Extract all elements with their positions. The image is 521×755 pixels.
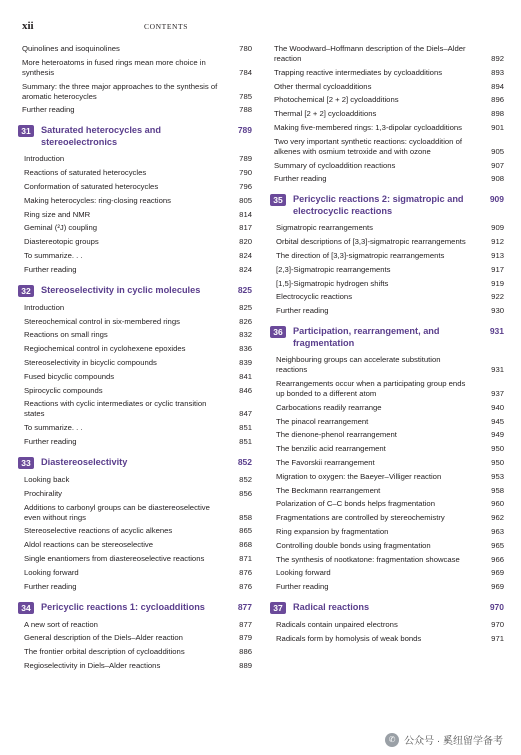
toc-entry-title: Prochirality <box>24 488 63 498</box>
toc-entry-page: 913 <box>491 250 504 260</box>
chapter-heading[interactable] <box>22 601 252 614</box>
toc-entry[interactable] <box>24 540 252 550</box>
toc-entry-title: Diastereotopic groups <box>24 237 99 247</box>
toc-entry[interactable] <box>276 430 504 440</box>
toc-entry-title: The synthesis of nootkatone: fragmentation showcase <box>276 554 460 564</box>
toc-entry-page: 894 <box>491 81 504 91</box>
toc-entry-title: Rearrangements occur when a participating group ends up bonded to a different atom <box>276 378 466 398</box>
toc-entry-page: 877 <box>239 619 252 629</box>
toc-entry-title: Looking back <box>24 474 70 484</box>
toc-entry-title: Quinolines and isoquinolines <box>22 44 120 53</box>
toc-entry-page: 780 <box>239 44 252 53</box>
toc-entry-title: The Favorskii rearrangement <box>276 457 375 467</box>
toc-entry[interactable] <box>24 251 252 261</box>
toc-entry-title: General description of the Diels–Alder reaction <box>24 633 183 643</box>
chapter-heading[interactable] <box>22 456 252 469</box>
toc-entry[interactable] <box>274 82 504 92</box>
toc-entry-page: 970 <box>491 620 504 630</box>
toc-entry[interactable] <box>24 372 252 382</box>
right-column <box>274 44 504 648</box>
toc-entry-page: 858 <box>239 512 252 522</box>
toc-entry[interactable] <box>276 472 504 482</box>
toc-entry-page: 917 <box>491 264 504 274</box>
toc-entry-page: 893 <box>491 67 504 77</box>
toc-entry-title: Stereochemical control in six-membered rings <box>24 316 180 326</box>
chapter-sections <box>24 620 252 671</box>
toc-entry-page: 785 <box>239 91 252 101</box>
toc-entry[interactable] <box>276 568 504 578</box>
toc-entry[interactable] <box>276 237 504 247</box>
toc-entry-page: 839 <box>239 357 252 367</box>
toc-entry-title: Regioselectivity in Diels–Alder reactions <box>24 660 161 670</box>
toc-entry-title: Carbocations readily rearrange <box>276 402 382 412</box>
toc-entry-title: Radicals contain unpaired electrons <box>276 620 398 630</box>
toc-entry-page: 832 <box>239 330 252 340</box>
toc-entry[interactable] <box>24 223 252 233</box>
chapter-title: Radical reactions <box>293 602 370 613</box>
toc-entry[interactable] <box>276 486 504 496</box>
toc-entry-title: Migration to oxygen: the Baeyer–Villiger reaction <box>276 471 442 481</box>
toc-entry-title: Summary: the three major approaches to the synthesis of aromatic heterocycles <box>22 81 218 101</box>
toc-entry[interactable] <box>24 358 252 368</box>
chapter-page: 789 <box>237 125 252 136</box>
chapter-sections <box>24 303 252 447</box>
toc-entry-title: Further reading <box>274 174 327 184</box>
toc-entry-page: 940 <box>491 402 504 412</box>
toc-entry-page: 871 <box>239 553 252 563</box>
toc-entry-page: 876 <box>239 581 252 591</box>
chapter-heading[interactable] <box>274 193 504 217</box>
chapter-title: Pericyclic reactions 1: cycloadditions <box>41 601 205 612</box>
toc-entry[interactable] <box>274 174 504 184</box>
toc-entry-title: The Woodward–Hoffmann description of the Diels–Alder reaction <box>274 44 466 63</box>
toc-entry-title: Photochemical [2 + 2] cycloadditions <box>274 95 399 105</box>
toc-entry[interactable] <box>24 237 252 247</box>
chapter-sections <box>24 475 252 592</box>
toc-entry-page: 907 <box>491 160 504 170</box>
toc-entry-page: 950 <box>491 444 504 454</box>
toc-entry-title: Stereoselective reactions of acyclic alkenes <box>24 526 173 536</box>
chapter-heading[interactable] <box>274 325 504 349</box>
toc-entry-page: 896 <box>491 95 504 105</box>
toc-entry-title: Further reading <box>22 105 75 115</box>
toc-entry-page: 836 <box>239 344 252 354</box>
toc-entry[interactable] <box>24 154 252 164</box>
toc-entry[interactable] <box>24 344 252 354</box>
toc-entry-page: 966 <box>491 554 504 564</box>
toc-entry-page: 796 <box>239 181 252 191</box>
toc-entry-page: 953 <box>491 471 504 481</box>
toc-entry-title: To summarize. . . <box>24 250 83 260</box>
toc-entry-page: 814 <box>239 209 252 219</box>
chapter-page: 852 <box>237 456 252 467</box>
toc-entry-page: 909 <box>491 223 504 233</box>
toc-entry-page: 824 <box>239 264 252 274</box>
chapter-sections <box>276 223 504 316</box>
toc-entry[interactable] <box>24 168 252 178</box>
toc-entry[interactable] <box>24 303 252 313</box>
toc-entry-page: 846 <box>239 385 252 395</box>
chapter-page: 825 <box>237 284 252 295</box>
toc-entry-page: 851 <box>239 436 252 446</box>
toc-entry[interactable] <box>24 386 252 396</box>
toc-entry-page: 969 <box>491 582 504 592</box>
chapter-title: Participation, rearrangement, and fragmentation <box>293 326 440 349</box>
chapter-page: 931 <box>489 326 504 337</box>
toc-entry[interactable] <box>276 223 504 233</box>
toc-entry[interactable] <box>24 399 252 419</box>
toc-entry[interactable] <box>274 95 504 105</box>
toc-entry-page: 892 <box>491 54 504 63</box>
chapter-number-badge: 32 <box>18 285 34 297</box>
chapter-sections <box>24 154 252 274</box>
toc-entry-title: Further reading <box>276 582 329 592</box>
toc-entry[interactable] <box>24 196 252 206</box>
chapter-title: Diastereoselectivity <box>41 456 128 467</box>
toc-entry-page: 841 <box>239 371 252 381</box>
toc-entry-title: Reactions of saturated heterocycles <box>24 168 147 178</box>
toc-entry-page: 847 <box>239 409 252 419</box>
toc-entry[interactable] <box>276 417 504 427</box>
toc-entry-title: Electrocyclic reactions <box>276 292 353 302</box>
toc-entry-page: 856 <box>239 488 252 498</box>
toc-entry-page: 950 <box>491 457 504 467</box>
toc-entry-title: The pinacol rearrangement <box>276 416 369 426</box>
toc-entry-page: 865 <box>239 526 252 536</box>
chapter-title: Pericyclic reactions 2: sigmatropic and electrocyclic reactions <box>293 194 464 217</box>
toc-entry-title: [1,5]-Sigmatropic hydrogen shifts <box>276 278 389 288</box>
watermark-text: 公众号 · 奚纽留学备考 <box>404 736 503 747</box>
toc-entry[interactable] <box>276 513 504 523</box>
toc-entry-page: 945 <box>491 416 504 426</box>
toc-entry[interactable] <box>24 330 252 340</box>
toc-entry[interactable] <box>24 647 252 657</box>
toc-entry-page: 790 <box>239 168 252 178</box>
chapter-sections <box>276 620 504 644</box>
chapter-heading[interactable] <box>274 601 504 614</box>
toc-entry-title: The benzilic acid rearrangement <box>276 444 386 454</box>
toc-entry-title: Thermal [2 + 2] cycloadditions <box>274 109 377 119</box>
toc-entry[interactable] <box>276 403 504 413</box>
toc-entry-title: The direction of [3,3]-sigmatropic rearrangements <box>276 250 445 260</box>
toc-entry-page: 912 <box>491 237 504 247</box>
toc-entry-title: Single enantiomers from diastereoselective reactions <box>24 553 205 563</box>
toc-entry[interactable] <box>24 210 252 220</box>
toc-entry-title: Ring size and NMR <box>24 209 91 219</box>
chapter-page: 877 <box>237 601 252 612</box>
toc-entry-title: Sigmatropic rearrangements <box>276 223 373 233</box>
toc-entry-title: A new sort of reaction <box>24 619 98 629</box>
toc-entry-page: 969 <box>491 568 504 578</box>
toc-entry[interactable] <box>276 379 504 399</box>
toc-entry[interactable] <box>276 620 504 630</box>
toc-entry-title: The dienone-phenol rearrangement <box>276 430 397 440</box>
toc-entry-page: 789 <box>239 154 252 164</box>
left-column <box>22 44 252 675</box>
toc-entry[interactable] <box>276 292 504 302</box>
chapter-title: Stereoselectivity in cyclic molecules <box>41 284 201 295</box>
toc-entry-title: Further reading <box>276 306 329 316</box>
toc-entry-page: 930 <box>491 306 504 316</box>
toc-entry-page: 960 <box>491 499 504 509</box>
toc-entry-title: To summarize. . . <box>24 423 83 433</box>
toc-entry[interactable] <box>24 582 252 592</box>
toc-entry-page: 963 <box>491 526 504 536</box>
toc-entry-title: Making five-membered rings: 1,3-dipolar cycloadditions <box>274 122 463 132</box>
toc-entry[interactable] <box>24 423 252 433</box>
toc-entry[interactable] <box>24 661 252 671</box>
toc-entry-page: 905 <box>491 146 504 156</box>
page-number: xii <box>22 20 34 32</box>
toc-entry-title: Other thermal cycloadditions <box>274 81 372 91</box>
toc-entry-page: 825 <box>239 302 252 312</box>
toc-entry[interactable] <box>276 499 504 509</box>
toc-entry-title: Fragmentations are controlled by stereochemistry <box>276 513 445 523</box>
toc-entry-title: Additions to carbonyl groups can be diastereoselective even without rings <box>24 502 210 522</box>
toc-entry-page: 824 <box>239 250 252 260</box>
toc-entry[interactable] <box>276 458 504 468</box>
toc-entry-page: 958 <box>491 485 504 495</box>
toc-entry-title: Aldol reactions can be stereoselective <box>24 540 154 550</box>
toc-entry-title: [2,3]-Sigmatropic rearrangements <box>276 264 391 274</box>
chapter-number-badge: 35 <box>270 194 286 206</box>
chapter-page: 970 <box>489 602 504 613</box>
toc-entry[interactable] <box>274 68 504 78</box>
chapter-sections <box>276 355 504 592</box>
toc-entry-title: Regiochemical control in cyclohexene epoxides <box>24 344 186 354</box>
toc-entry[interactable] <box>276 279 504 289</box>
toc-entry[interactable] <box>276 582 504 592</box>
toc-entry-page: 889 <box>239 660 252 670</box>
toc-entry[interactable] <box>276 555 504 565</box>
chapter-page: 909 <box>489 194 504 205</box>
toc-entry[interactable] <box>276 634 504 644</box>
toc-entry-page: 788 <box>239 105 252 115</box>
toc-entry[interactable] <box>276 251 504 261</box>
chapter-number-badge: 36 <box>270 326 286 338</box>
toc-entry-page: 922 <box>491 292 504 302</box>
toc-entry-title: Further reading <box>24 436 77 446</box>
toc-entry-page: 879 <box>239 633 252 643</box>
toc-entry[interactable] <box>274 44 504 64</box>
toc-entry-page: 876 <box>239 567 252 577</box>
toc-entry-title: Ring expansion by fragmentation <box>276 526 389 536</box>
toc-entry[interactable] <box>24 265 252 275</box>
toc-entry[interactable] <box>24 503 252 523</box>
toc-entry[interactable] <box>22 105 252 115</box>
toc-entry[interactable] <box>24 633 252 643</box>
toc-entry-page: 817 <box>239 223 252 233</box>
toc-entry[interactable] <box>276 306 504 316</box>
chapter-number-badge: 33 <box>18 457 34 469</box>
toc-entry-title: Radicals form by homolysis of weak bonds <box>276 633 422 643</box>
toc-entry-title: Further reading <box>24 581 77 591</box>
toc-entry[interactable] <box>24 620 252 630</box>
toc-entry[interactable] <box>24 526 252 536</box>
toc-entry[interactable] <box>24 437 252 447</box>
watermark <box>385 732 503 747</box>
toc-entry[interactable] <box>274 109 504 119</box>
chapter-number-badge: 31 <box>18 125 34 137</box>
chapter-heading[interactable] <box>22 124 252 148</box>
toc-entry-page: 886 <box>239 647 252 657</box>
toc-entry-title: Controlling double bonds using fragmentation <box>276 540 431 550</box>
toc-entry-title: Introduction <box>24 302 65 312</box>
toc-entry[interactable] <box>22 58 252 78</box>
toc-entry-title: More heteroatoms in fused rings mean more choice in synthesis <box>22 57 206 77</box>
toc-entry-page: 901 <box>491 122 504 132</box>
toc-entry-title: Further reading <box>24 264 77 274</box>
toc-entry-page: 908 <box>491 174 504 184</box>
toc-entry-title: Polarization of C–C bonds helps fragmentation <box>276 499 435 509</box>
toc-entry-page: 965 <box>491 540 504 550</box>
toc-entry-page: 898 <box>491 109 504 119</box>
toc-entry-title: The frontier orbital description of cycloadditions <box>24 647 185 657</box>
toc-entry[interactable] <box>24 489 252 499</box>
toc-entry-page: 971 <box>491 633 504 643</box>
chapter-number-badge: 37 <box>270 602 286 614</box>
wechat-icon: ✆ <box>385 733 399 747</box>
toc-entry-page: 852 <box>239 474 252 484</box>
toc-entry-title: Stereoselectivity in bicyclic compounds <box>24 357 157 367</box>
chapter-title: Saturated heterocycles and stereoelectronics <box>41 125 161 148</box>
toc-entry-title: Introduction <box>24 154 65 164</box>
toc-entry[interactable] <box>24 182 252 192</box>
toc-entry-page: 949 <box>491 430 504 440</box>
toc-entry[interactable] <box>24 568 252 578</box>
toc-entry[interactable] <box>276 541 504 551</box>
toc-entry[interactable] <box>24 554 252 564</box>
toc-entry-title: Spirocyclic compounds <box>24 385 103 395</box>
toc-entry[interactable] <box>276 527 504 537</box>
running-head: CONTENTS <box>144 22 188 31</box>
toc-entry-page: 962 <box>491 513 504 523</box>
toc-entry-page: 868 <box>239 540 252 550</box>
toc-entry-page: 784 <box>239 67 252 77</box>
toc-entry-page: 805 <box>239 195 252 205</box>
page-header <box>22 20 499 36</box>
toc-entry-page: 851 <box>239 423 252 433</box>
toc-entry-title: Neighbouring groups can accelerate substitution reactions <box>276 355 441 375</box>
toc-entry[interactable] <box>274 137 504 157</box>
toc-entry-title: Trapping reactive intermediates by cycloadditions <box>274 67 443 77</box>
toc-entry-title: Summary of cycloaddition reactions <box>274 160 396 170</box>
toc-entry-title: Reactions on small rings <box>24 330 108 340</box>
toc-entry-title: Looking forward <box>276 568 331 578</box>
toc-entry-title: The Beckmann rearrangement <box>276 485 381 495</box>
toc-entry-title: Conformation of saturated heterocycles <box>24 181 159 191</box>
toc-entry-title: Reactions with cyclic intermediates or cyclic transition states <box>24 399 207 419</box>
toc-entry-title: Looking forward <box>24 567 79 577</box>
toc-entry-page: 826 <box>239 316 252 326</box>
chapter-heading[interactable] <box>22 284 252 297</box>
toc-entry-title: Orbital descriptions of [3,3]-sigmatropic rearrangements <box>276 237 466 247</box>
toc-entry[interactable] <box>274 161 504 171</box>
toc-entry-title: Making heterocycles: ring-closing reactions <box>24 195 171 205</box>
toc-entry[interactable] <box>22 82 252 102</box>
toc-entry-page: 937 <box>491 388 504 398</box>
toc-entry[interactable] <box>22 44 252 54</box>
toc-entry[interactable] <box>274 123 504 133</box>
toc-entry-page: 919 <box>491 278 504 288</box>
toc-entry-title: Geminal (²J) coupling <box>24 223 98 233</box>
toc-entry-page: 931 <box>491 365 504 375</box>
toc-entry[interactable] <box>276 265 504 275</box>
toc-entry[interactable] <box>24 317 252 327</box>
toc-entry-title: Fused bicyclic compounds <box>24 371 115 381</box>
toc-entry[interactable] <box>276 444 504 454</box>
toc-entry[interactable] <box>276 355 504 375</box>
chapter-number-badge: 34 <box>18 602 34 614</box>
toc-entry-title: Two very important synthetic reactions: cycloaddition of alkenes with osmium tetroxide and with ozone <box>274 136 463 156</box>
toc-entry-page: 820 <box>239 237 252 247</box>
toc-entry[interactable] <box>24 475 252 485</box>
